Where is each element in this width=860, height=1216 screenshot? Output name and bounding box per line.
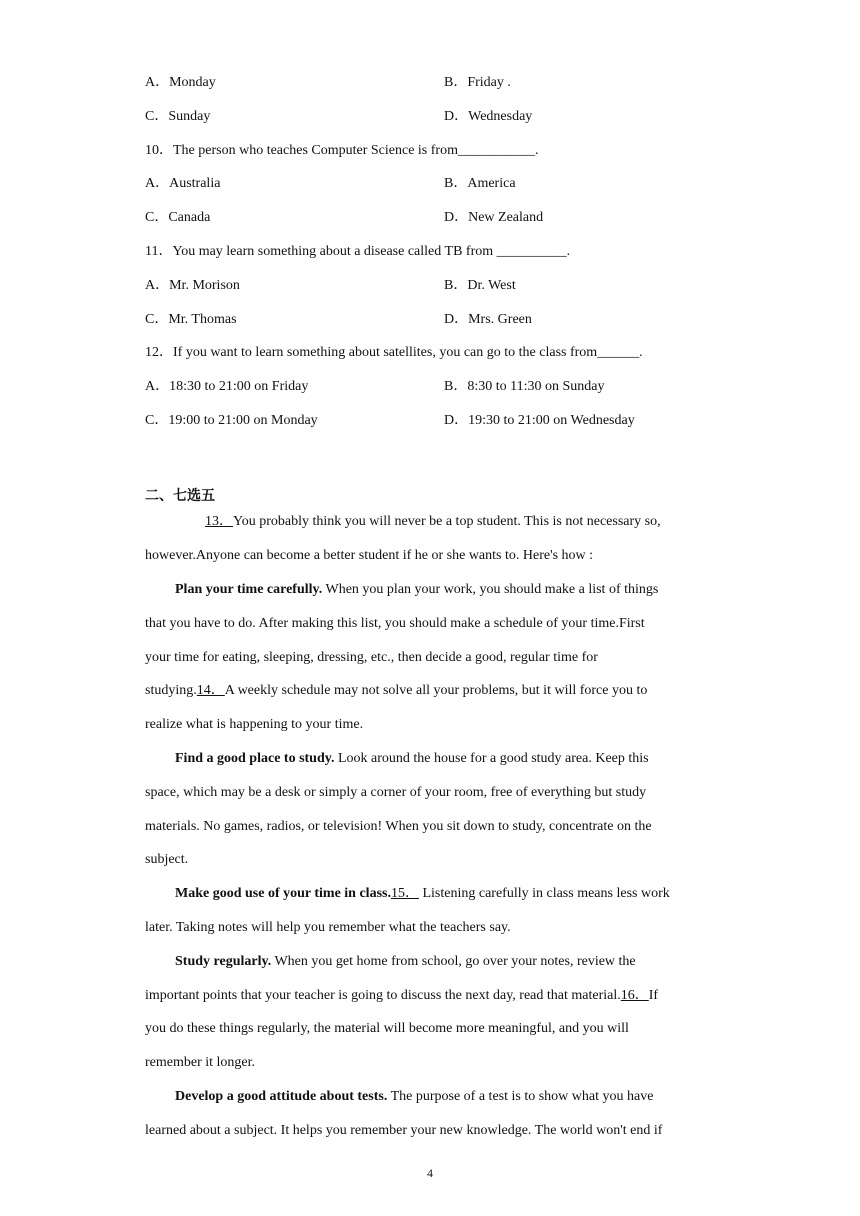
q9-option-a: A．Monday bbox=[145, 75, 216, 90]
passage-text: A weekly schedule may not solve all your problems, but it will force you to bbox=[224, 683, 648, 698]
blank-16: 16． bbox=[620, 988, 649, 1003]
passage-line: however.Anyone can become a better student if he or she wants to. Here's how : bbox=[145, 548, 594, 563]
passage-text: The purpose of a test is to show what you have bbox=[387, 1089, 654, 1104]
paragraph-heading: Plan your time carefully. bbox=[175, 582, 323, 597]
passage-line bbox=[175, 884, 750, 904]
passage-text: If bbox=[648, 988, 659, 1003]
passage-line bbox=[145, 986, 720, 1006]
passage-line: space, which may be a desk or simply a corner of your room, free of everything but study bbox=[145, 785, 647, 800]
q11-option-d: D．Mrs. Green bbox=[444, 312, 532, 327]
q11-option-c: C．Mr. Thomas bbox=[145, 312, 237, 327]
page-number: 4 bbox=[427, 1166, 433, 1180]
passage-line: later. Taking notes will help you remember what the teachers say. bbox=[145, 920, 511, 935]
paragraph-heading: Study regularly. bbox=[175, 954, 272, 969]
q10-option-c: C．Canada bbox=[145, 210, 211, 225]
q12-option-b: B．8:30 to 11:30 on Sunday bbox=[444, 379, 605, 394]
passage-text: Look around the house for a good study area. Keep this bbox=[334, 751, 649, 766]
passage-line: learned about a subject. It helps you remember your new knowledge. The world won't end if bbox=[145, 1123, 663, 1138]
blank-13: 13． bbox=[205, 514, 233, 529]
passage-text: When you plan your work, you should make a list of things bbox=[322, 582, 659, 597]
q10-option-a: A．Australia bbox=[145, 176, 221, 191]
passage-line: materials. No games, radios, or television! When you sit down to study, concentrate on the bbox=[145, 819, 652, 834]
paragraph-heading: Find a good place to study. bbox=[175, 751, 335, 766]
blank-14: 14． bbox=[196, 683, 225, 698]
passage-line: remember it longer. bbox=[145, 1055, 256, 1070]
passage-line bbox=[145, 681, 720, 701]
q12-option-d: D．19:30 to 21:00 on Wednesday bbox=[444, 413, 635, 428]
passage-text: important points that your teacher is going to discuss the next day, read that material. bbox=[145, 988, 621, 1003]
section-title: 二、七选五 bbox=[145, 488, 215, 504]
q12-stem: 12．If you want to learn something about satellites, you can go to the class from______. bbox=[145, 345, 643, 360]
q10-option-b: B．America bbox=[444, 176, 516, 191]
passage-line bbox=[205, 512, 780, 532]
q10-stem: 10．The person who teaches Computer Science is from___________. bbox=[145, 143, 539, 158]
q12-option-a: A．18:30 to 21:00 on Friday bbox=[145, 379, 309, 394]
q9-option-c: C．Sunday bbox=[145, 109, 211, 124]
passage-line: realize what is happening to your time. bbox=[145, 717, 364, 732]
passage-text: When you get home from school, go over your notes, review the bbox=[271, 954, 636, 969]
q10-option-d: D．New Zealand bbox=[444, 210, 544, 225]
q9-option-d: D．Wednesday bbox=[444, 109, 533, 124]
passage-line bbox=[175, 749, 750, 769]
passage-line bbox=[175, 952, 750, 972]
paragraph-heading: Make good use of your time in class. bbox=[175, 886, 391, 901]
q11-stem: 11．You may learn something about a disease called TB from __________. bbox=[145, 244, 571, 259]
passage-line: that you have to do. After making this list, you should make a schedule of your time.First bbox=[145, 616, 645, 631]
passage-line bbox=[175, 1087, 750, 1107]
passage-line: your time for eating, sleeping, dressing, etc., then decide a good, regular time for bbox=[145, 650, 598, 665]
q11-option-a: A．Mr. Morison bbox=[145, 278, 240, 293]
passage-line bbox=[175, 580, 750, 600]
q9-option-b: B．Friday . bbox=[444, 75, 511, 90]
blank-15: 15． bbox=[390, 886, 419, 901]
passage-text: studying. bbox=[145, 683, 197, 698]
passage-text: You probably think you will never be a top student. This is not necessary so, bbox=[233, 514, 661, 529]
passage-text: Listening carefully in class means less work bbox=[418, 886, 670, 901]
q11-option-b: B．Dr. West bbox=[444, 278, 516, 293]
passage-line: subject. bbox=[145, 852, 189, 867]
q12-option-c: C．19:00 to 21:00 on Monday bbox=[145, 413, 318, 428]
paragraph-heading: Develop a good attitude about tests. bbox=[175, 1089, 388, 1104]
passage-line: you do these things regularly, the material will become more meaningful, and you will bbox=[145, 1021, 629, 1036]
